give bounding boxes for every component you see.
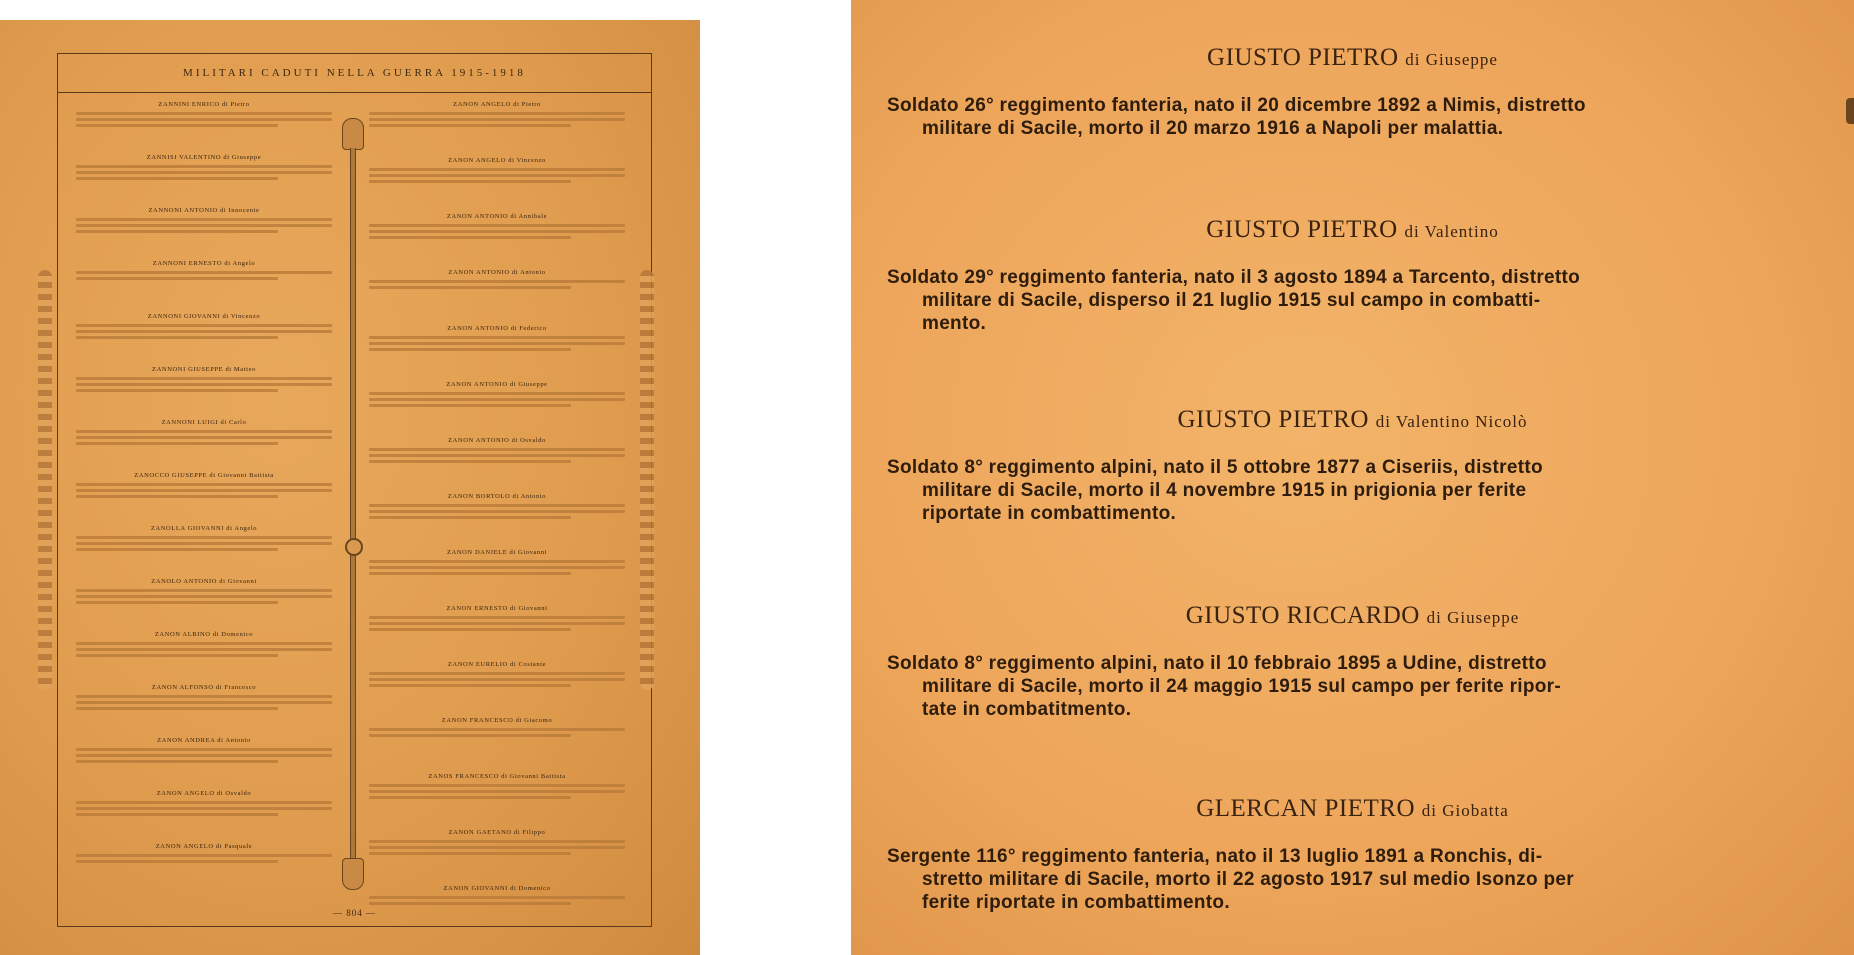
entry-name: ZANON DANIELE di Giovanni <box>446 549 548 556</box>
entry-heading: GIUSTO PIETRO di Giuseppe <box>1207 44 1498 71</box>
entry-name: ZANNISI VALENTINO di Giuseppe <box>146 154 262 161</box>
page-header <box>58 54 651 93</box>
entry-name: ZANNONI ANTONIO di Innocente <box>148 207 260 214</box>
entry-text: Soldato 8° reggimento alpini, nato il 5 ottobre 1877 a Ciseriis, distretto militare di Sacile, morto il 4 novembre 1915 in prigionia per ferite riportate in combattimento. <box>887 457 1543 524</box>
left-page-photo <box>0 20 700 955</box>
right-column <box>363 100 631 940</box>
entry-name: ZANON ANTONIO di Federico <box>447 325 547 332</box>
list-item <box>70 524 338 577</box>
list-item <box>70 630 338 683</box>
entry-name: ZANOS FRANCESCO di Giovanni Battista <box>428 773 566 780</box>
zoom-entry <box>851 406 1854 525</box>
entry-heading: GLERCAN PIETRO di Giobatta <box>1196 795 1509 822</box>
zoom-entry <box>851 44 1854 140</box>
entry-name: ZANON ANGELO di Osvaldo <box>156 790 252 797</box>
list-item <box>363 100 631 156</box>
entry-heading: GIUSTO RICCARDO di Giuseppe <box>1185 602 1520 629</box>
entry-name: ZANNONI ERNESTO di Angelo <box>152 260 256 267</box>
list-item <box>70 153 338 206</box>
entry-text: Soldato 8° reggimento alpini, nato il 10 febbraio 1895 a Udine, distretto militare di Sacile, morto il 24 maggio 1915 sul campo per ferite ripor- tate in combatitmento. <box>887 653 1561 720</box>
column-divider-ornament <box>342 118 362 878</box>
entry-name: ZANNONI GIUSEPPE di Matteo <box>152 366 256 373</box>
list-item <box>363 660 631 716</box>
entry-name: ZANON ANTONIO di Giuseppe <box>446 381 548 388</box>
list-item <box>70 418 338 471</box>
page-number: — 804 — <box>333 908 376 918</box>
list-item <box>363 436 631 492</box>
entry-name: ZANON FRANCESCO di Giacomo <box>441 717 553 724</box>
entry-text: Soldato 26° reggimento fanteria, nato il 20 dicembre 1892 a Nimis, distretto militare di Sacile, morto il 20 marzo 1916 a Napoli per malattia. <box>887 95 1586 139</box>
list-item <box>70 259 338 312</box>
list-item <box>70 683 338 736</box>
entry-name: ZANON GIOVANNI di Domenico <box>443 885 551 892</box>
entry-name: ZANON GAETANO di Filippo <box>448 829 546 836</box>
list-item <box>363 156 631 212</box>
list-item <box>363 212 631 268</box>
entry-name: ZANON ANGELO di Vincenzo <box>448 157 546 164</box>
list-item <box>363 324 631 380</box>
list-item <box>70 100 338 153</box>
list-item <box>70 312 338 365</box>
entry-heading: GIUSTO PIETRO di Valentino <box>1206 216 1499 243</box>
entry-name: ZANON ANDREA di Antonio <box>157 737 251 744</box>
list-item <box>363 716 631 772</box>
medal-icon <box>345 538 363 556</box>
entry-name: ZANON ANGELO di Pietro <box>453 101 541 108</box>
entry-text: Sergente 116° reggimento fanteria, nato il 13 luglio 1891 a Ronchis, di- stretto militare di Sacile, morto il 22 agosto 1917 sul medio Isonzo per ferite riportate in combattimento. <box>887 846 1574 913</box>
zoom-entry <box>851 216 1854 335</box>
list-item <box>363 604 631 660</box>
list-item <box>70 471 338 524</box>
list-item <box>70 842 338 895</box>
entry-name: ZANNINI ENRICO di Pietro <box>158 101 250 108</box>
page-header-title: MILITARI CADUTI NELLA GUERRA 1915-1918 <box>183 67 526 79</box>
zoom-entry <box>851 795 1854 914</box>
list-item <box>363 380 631 436</box>
page-frame <box>57 53 652 927</box>
list-item <box>363 268 631 324</box>
entry-name: ZANOLO ANTONIO di Giovanni <box>151 578 257 585</box>
entry-name: ZANON ALBINO di Domenico <box>154 631 254 638</box>
entry-name: ZANON BORTOLO di Antonio <box>447 493 547 500</box>
entry-name: ZANON EURELIO di Costante <box>447 661 547 668</box>
entry-name: ZANOCCO GIUSEPPE di Giovanni Battista <box>134 472 274 479</box>
list-item <box>70 789 338 842</box>
entry-name: ZANON ANTONIO di Osvaldo <box>448 437 546 444</box>
list-item <box>363 828 631 884</box>
left-column <box>70 100 338 895</box>
list-item <box>70 365 338 418</box>
list-item <box>363 548 631 604</box>
laurel-garland-ornament <box>640 270 654 690</box>
entry-name: ZANON ANTONIO di Antonio <box>448 269 546 276</box>
entry-name: ZANNONI GIOVANNI di Vincenzo <box>147 313 261 320</box>
entry-name: ZANOLLA GIOVANNI di Angelo <box>150 525 258 532</box>
list-item <box>363 772 631 828</box>
list-item <box>70 206 338 259</box>
list-item <box>70 736 338 789</box>
laurel-garland-ornament <box>38 270 52 690</box>
entry-heading: GIUSTO PIETRO di Valentino Nicolò <box>1177 406 1528 433</box>
zoom-entry <box>851 602 1854 721</box>
entry-name: ZANON ALFONSO di Francesco <box>151 684 257 691</box>
entry-name: ZANON ANGELO di Pasquale <box>155 843 253 850</box>
list-item <box>70 577 338 630</box>
entry-text: Soldato 29° reggimento fanteria, nato il 3 agosto 1894 a Tarcento, distretto militare di Sacile, disperso il 21 luglio 1915 sul campo in combatti- mento. <box>887 267 1581 334</box>
list-item <box>363 492 631 548</box>
entry-name: ZANNONI LUIGI di Carlo <box>161 419 247 426</box>
entry-name: ZANON ANTONIO di Annibale <box>446 213 548 220</box>
entry-name: ZANON ERNESTO di Giovanni <box>446 605 548 612</box>
zoomed-page-photo <box>851 0 1854 955</box>
